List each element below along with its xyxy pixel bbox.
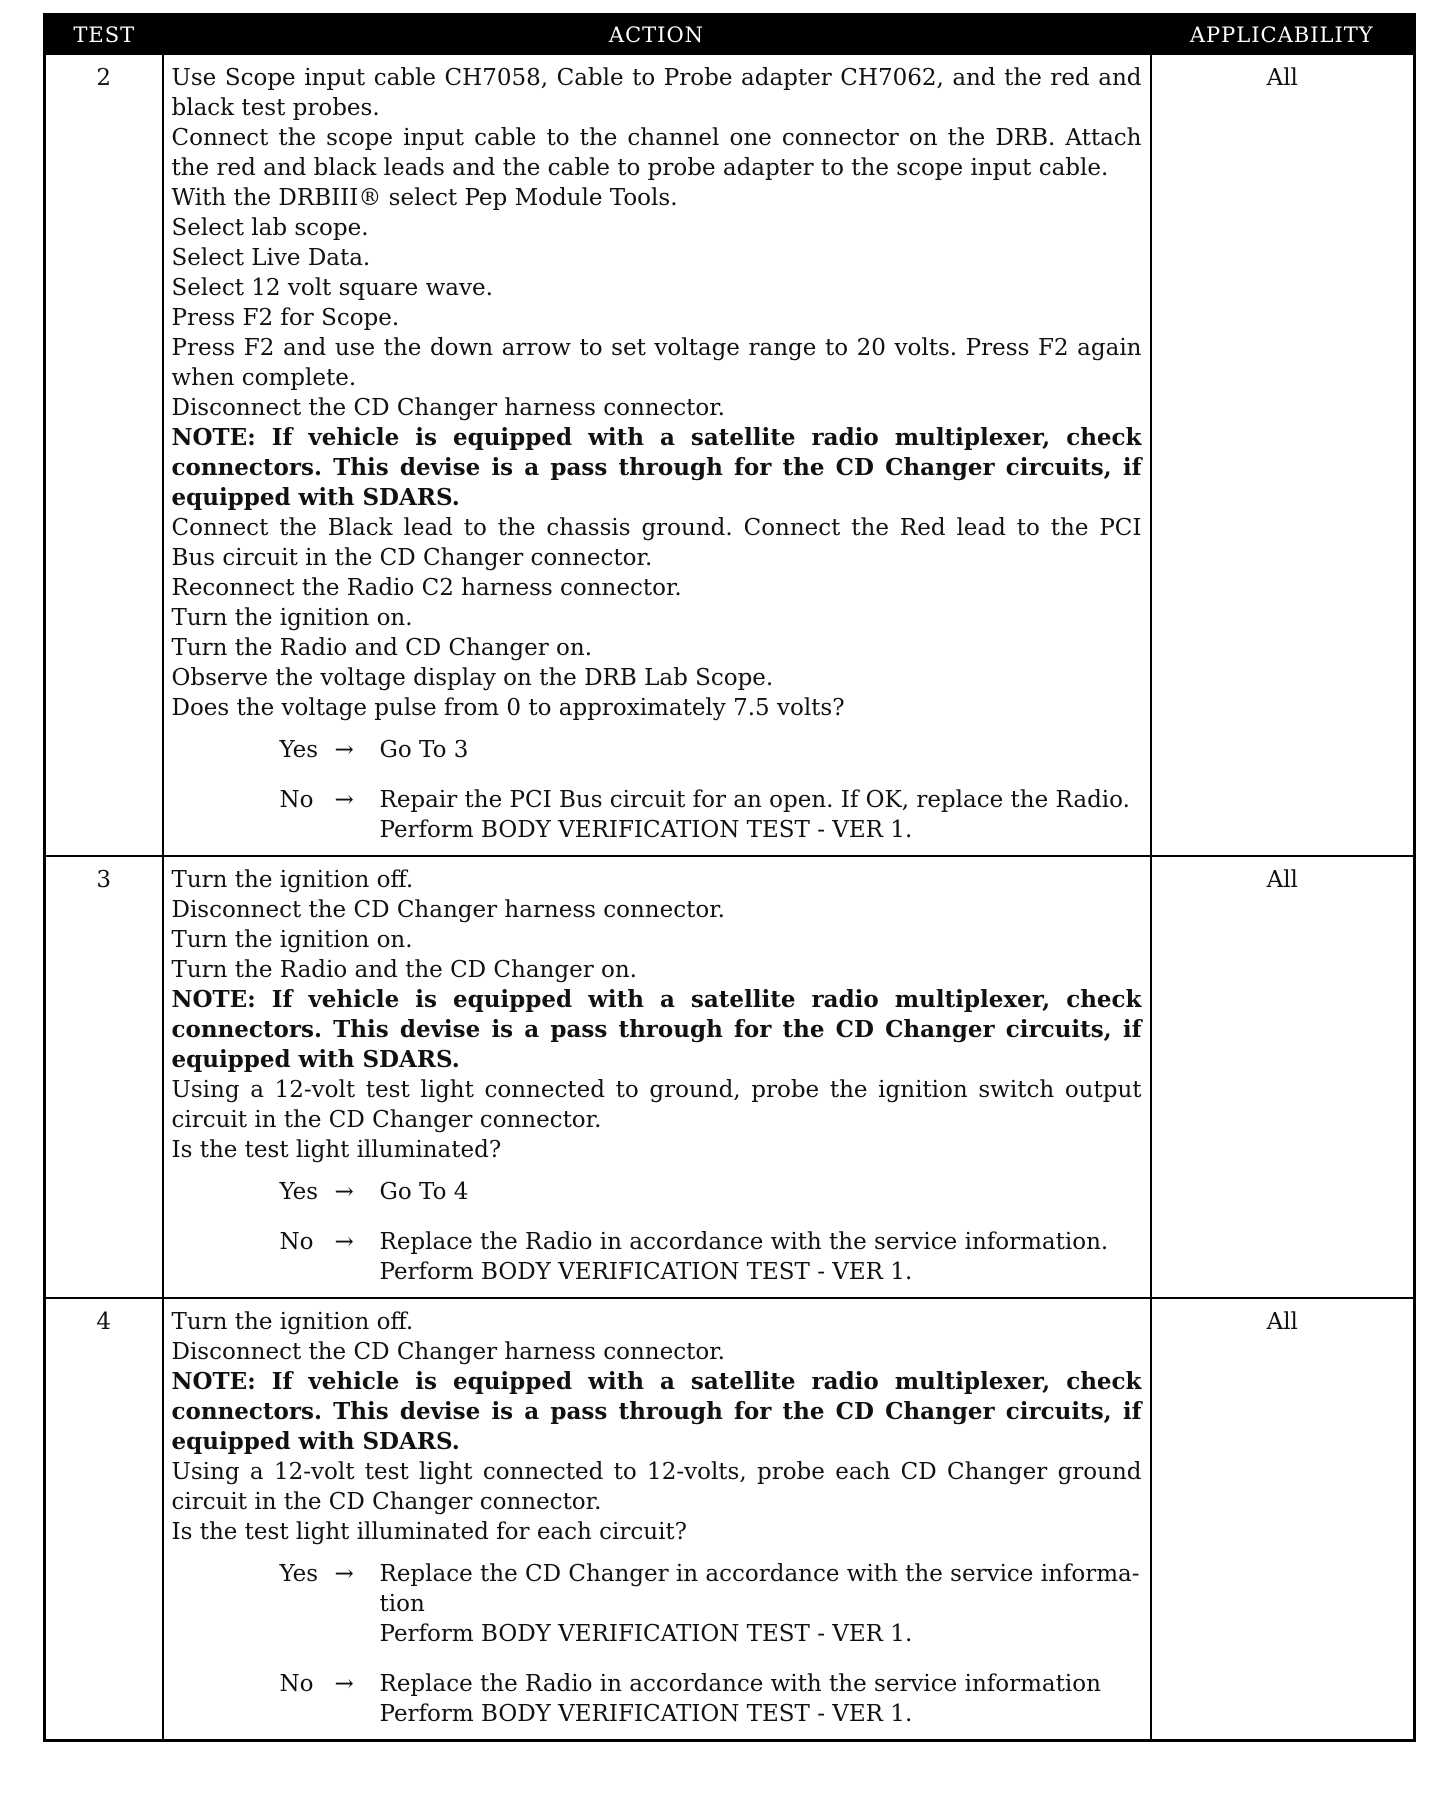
instruction-line: Disconnect the CD Changer harness connector. xyxy=(171,395,725,421)
arrow-right-icon: → xyxy=(334,1671,354,1697)
answer-line: Go To 4 xyxy=(379,1179,469,1205)
answer-line: Replace the CD Changer in accordance with the service informa-tion xyxy=(379,1561,1140,1617)
instruction-line: Press F2 and use the down arrow to set voltage range to 20 volts. Press F2 again when complete. xyxy=(171,335,1142,391)
instruction-line: Press F2 for Scope. xyxy=(171,305,400,331)
answer-label: Yes xyxy=(279,1179,319,1205)
instruction-line: Turn the ignition off. xyxy=(171,867,414,893)
instruction-line: Turn the ignition on. xyxy=(171,605,413,631)
answer-line: Go To 3 xyxy=(379,737,469,763)
table-row xyxy=(45,1298,1415,1741)
answer-label: Yes xyxy=(279,1561,319,1587)
instruction-line: Disconnect the CD Changer harness connector. xyxy=(171,897,725,923)
note-text: NOTE: If vehicle is equipped with a satellite radio multiplexer, check connectors. This devise is a pass through for the CD Changer circuits, if equipped with SDARS. xyxy=(171,424,1142,511)
answer-list xyxy=(172,1559,1142,1729)
arrow-right-icon: → xyxy=(334,1229,354,1255)
answer-text xyxy=(380,1227,1142,1287)
table-header-row xyxy=(45,15,1415,55)
answer-item xyxy=(280,1227,1142,1287)
arrow-right-icon: → xyxy=(334,737,354,763)
instruction-line: Connect the Black lead to the chassis ground. Connect the Red lead to the PCI Bus circuit in the CD Changer connector. xyxy=(171,515,1142,571)
note-text: NOTE: If vehicle is equipped with a satellite radio multiplexer, check connectors. This devise is a pass through for the CD Changer circuits, if equipped with SDARS. xyxy=(171,986,1142,1073)
answer-item xyxy=(280,785,1142,845)
instruction-line: Select lab scope. xyxy=(171,215,369,241)
table-row xyxy=(45,54,1415,856)
instruction-line: Turn the Radio and the CD Changer on. xyxy=(171,957,637,983)
instruction-line: Connect the scope input cable to the channel one connector on the DRB. Attach the red and black leads and the cable to probe adapter to the scope input cable. xyxy=(171,125,1142,181)
instruction-line: Using a 12-volt test light connected to ground, probe the ignition switch output circuit in the CD Changer connector. xyxy=(171,1077,1142,1133)
header-applicability: APPLICABILITY xyxy=(1151,15,1415,55)
applicability: All xyxy=(1151,54,1415,856)
answer-text xyxy=(380,1669,1142,1729)
answer-item xyxy=(280,1559,1142,1649)
answer-text xyxy=(380,1177,1142,1207)
instruction-line: Select 12 volt square wave. xyxy=(171,275,493,301)
instruction-line: Does the voltage pulse from 0 to approximately 7.5 volts? xyxy=(171,695,845,721)
test-number: 3 xyxy=(45,856,163,1298)
answer-line: Repair the PCI Bus circuit for an open. If OK, replace the Radio. xyxy=(379,787,1130,813)
answer-line: Perform BODY VERIFICATION TEST - VER 1. xyxy=(379,817,913,843)
answer-line: Perform BODY VERIFICATION TEST - VER 1. xyxy=(379,1621,913,1647)
table-row xyxy=(45,856,1415,1298)
instruction-line: Disconnect the CD Changer harness connector. xyxy=(171,1339,725,1365)
action-cell xyxy=(163,54,1151,856)
instruction-line: Is the test light illuminated for each circuit? xyxy=(171,1519,688,1545)
answer-line: Replace the Radio in accordance with the service information xyxy=(379,1671,1101,1697)
header-test: TEST xyxy=(45,15,163,55)
instruction-line: With the DRBIII® select Pep Module Tools. xyxy=(171,185,678,211)
test-number: 4 xyxy=(45,1298,163,1741)
answer-text xyxy=(380,735,1142,765)
instruction-line: Turn the ignition on. xyxy=(171,927,413,953)
answer-item xyxy=(280,735,1142,765)
instruction-line: Observe the voltage display on the DRB Lab Scope. xyxy=(171,665,774,691)
instruction-line: Turn the Radio and CD Changer on. xyxy=(171,635,593,661)
answer-item xyxy=(280,1177,1142,1207)
answer-line: Replace the Radio in accordance with the service information. xyxy=(379,1229,1109,1255)
answer-label: Yes xyxy=(279,737,319,763)
arrow-right-icon: → xyxy=(334,1561,354,1587)
answer-label: No xyxy=(279,787,314,813)
applicability: All xyxy=(1151,856,1415,1298)
instruction-line: Is the test light illuminated? xyxy=(171,1137,502,1163)
instruction-line: Turn the ignition off. xyxy=(171,1309,414,1335)
arrow-right-icon: → xyxy=(334,787,354,813)
instruction-line: Reconnect the Radio C2 harness connector. xyxy=(171,575,682,601)
header-action: ACTION xyxy=(163,15,1151,55)
action-cell xyxy=(163,856,1151,1298)
answer-item xyxy=(280,1669,1142,1729)
instruction-line: Using a 12-volt test light connected to 12-volts, probe each CD Changer ground circuit in the CD Changer connector. xyxy=(171,1459,1142,1515)
diagnostic-table xyxy=(43,13,1416,1742)
answer-label: No xyxy=(279,1229,314,1255)
answer-text xyxy=(380,1559,1142,1649)
answer-line: Perform BODY VERIFICATION TEST - VER 1. xyxy=(379,1259,913,1285)
test-number: 2 xyxy=(45,54,163,856)
answer-list xyxy=(172,735,1142,845)
arrow-right-icon: → xyxy=(334,1179,354,1205)
answer-text xyxy=(380,785,1142,845)
applicability: All xyxy=(1151,1298,1415,1741)
action-cell xyxy=(163,1298,1151,1741)
instruction-line: Select Live Data. xyxy=(171,245,371,271)
note-text: NOTE: If vehicle is equipped with a satellite radio multiplexer, check connectors. This devise is a pass through for the CD Changer circuits, if equipped with SDARS. xyxy=(171,1368,1142,1455)
answer-label: No xyxy=(279,1671,314,1697)
table-body xyxy=(45,54,1415,1741)
answer-list xyxy=(172,1177,1142,1287)
instruction-line: Use Scope input cable CH7058, Cable to Probe adapter CH7062, and the red and black test probes. xyxy=(171,65,1142,121)
answer-line: Perform BODY VERIFICATION TEST - VER 1. xyxy=(379,1701,913,1727)
